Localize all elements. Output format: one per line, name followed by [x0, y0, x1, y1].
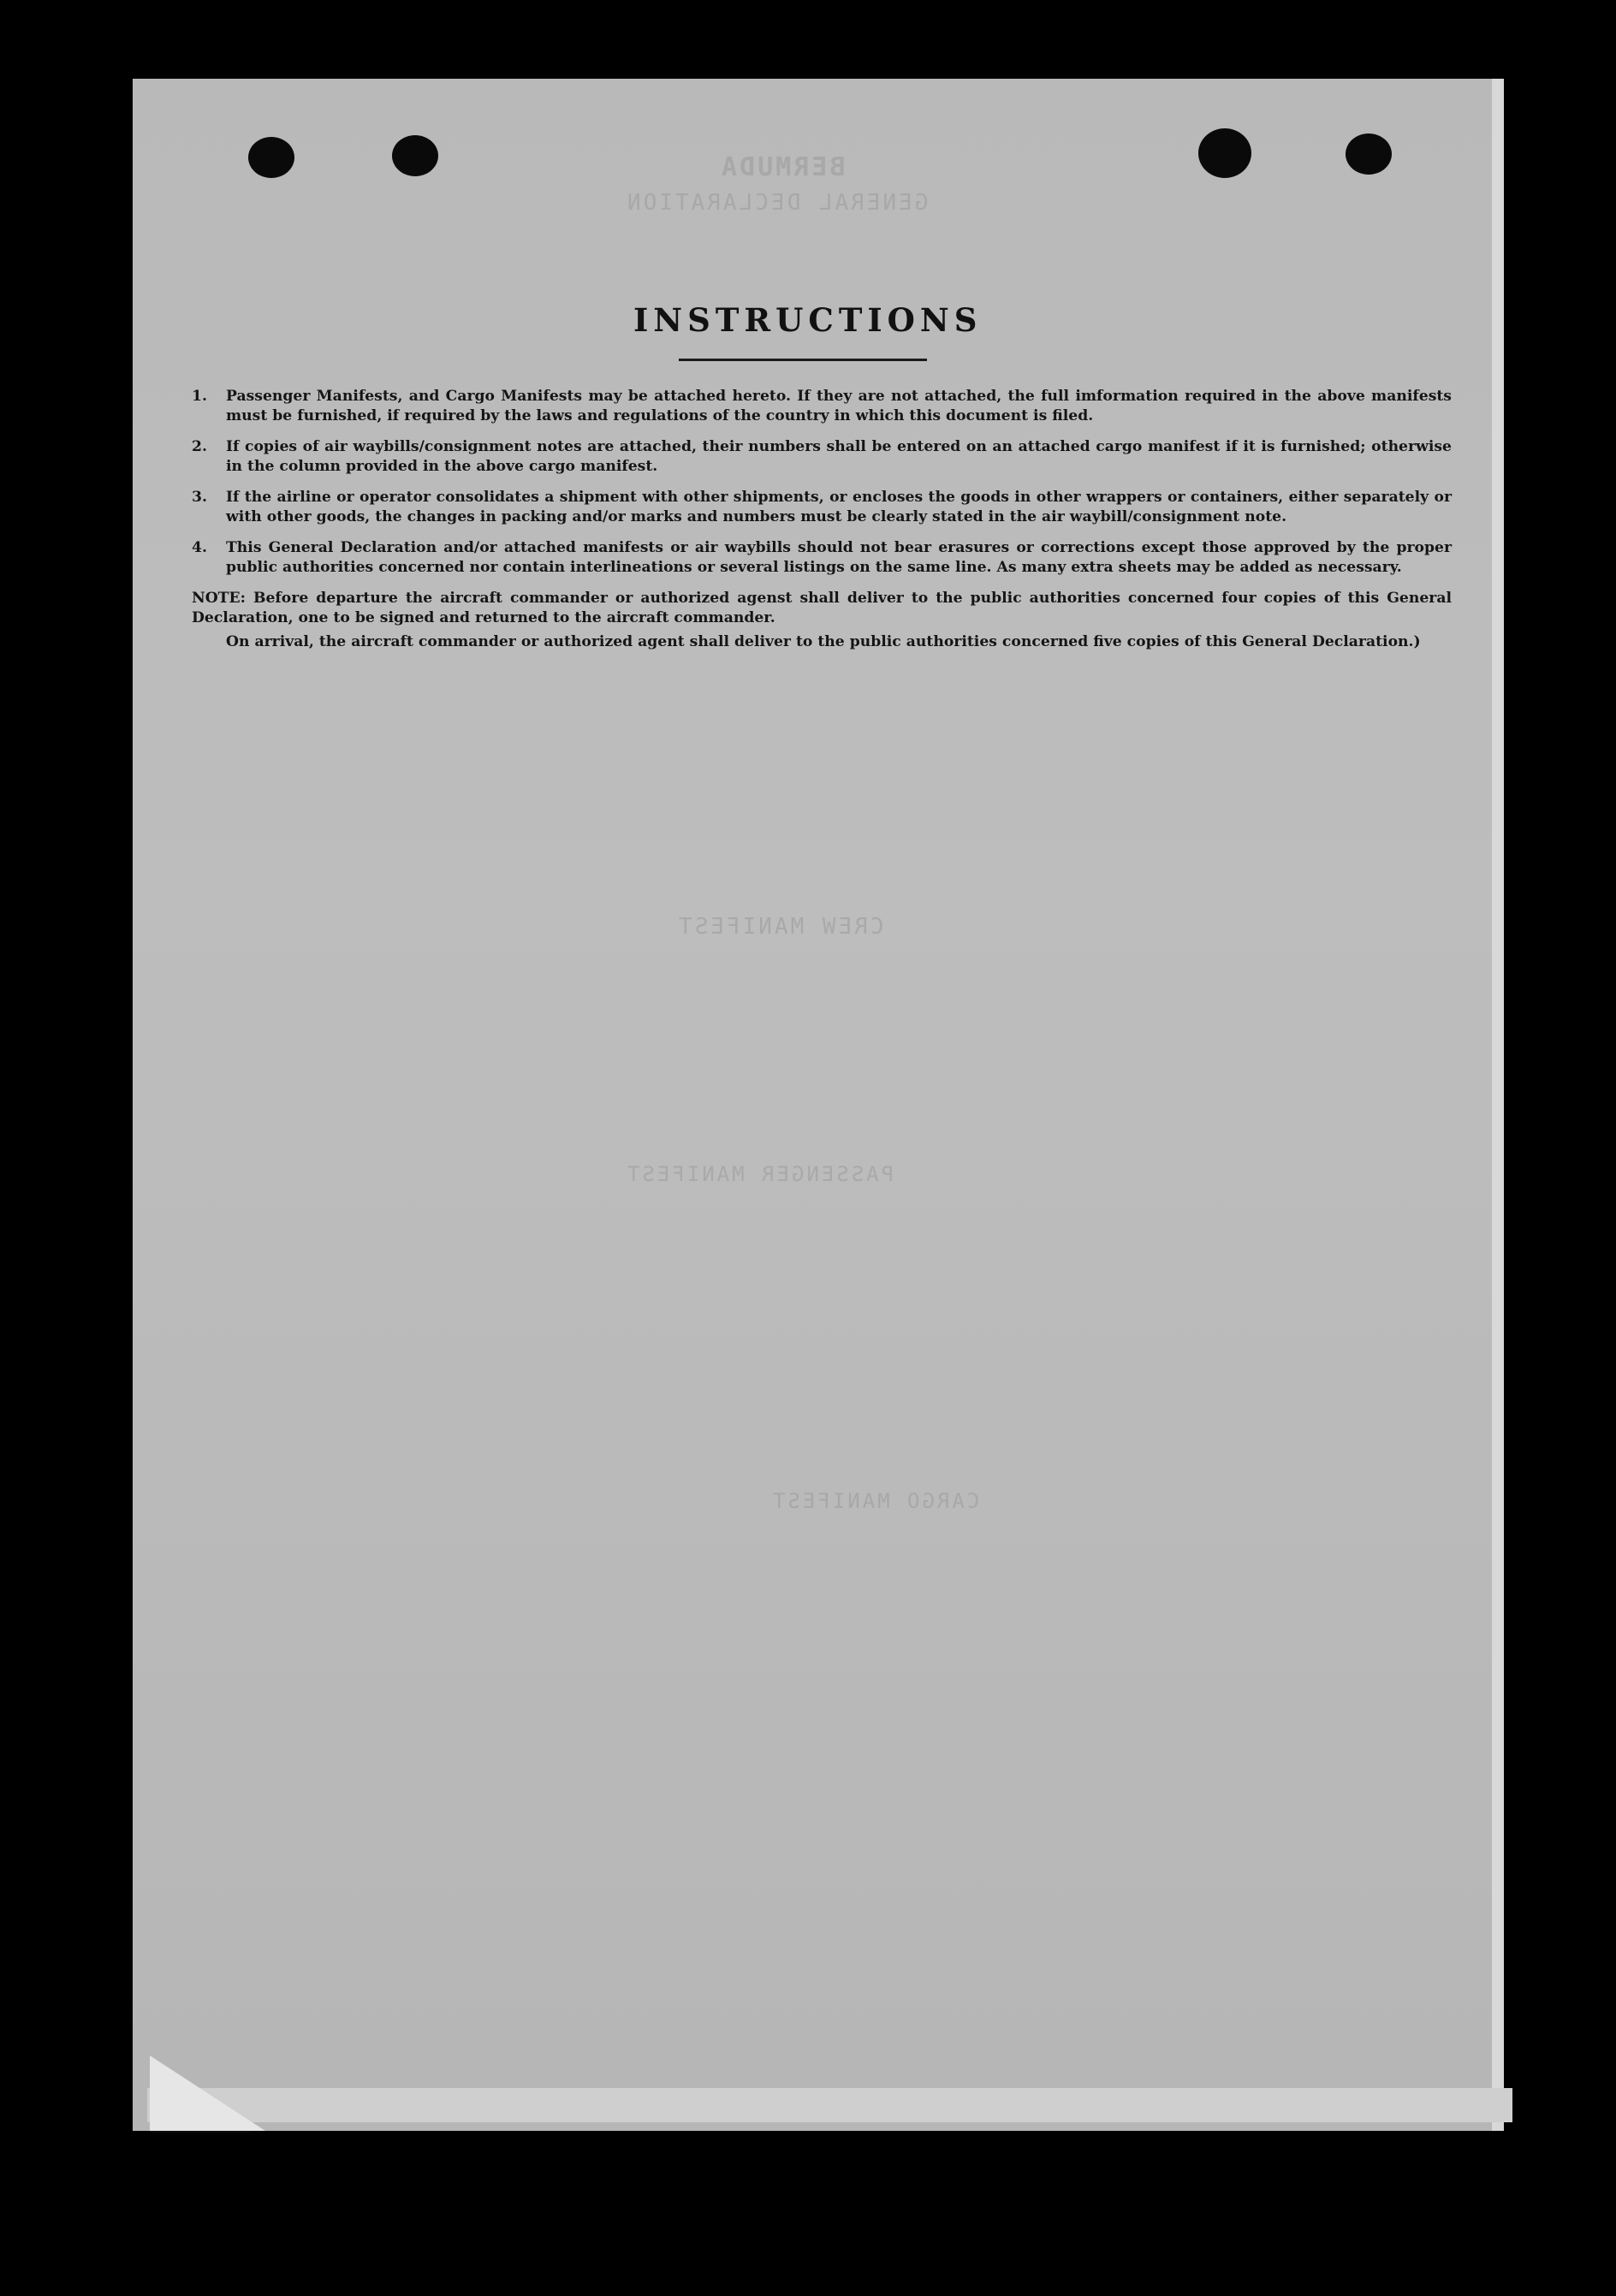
punch-hole-left-2 — [392, 135, 438, 176]
bleed-through-cargo: CARGO MANIFEST — [770, 1489, 980, 1513]
page-bottom-edge — [147, 2088, 1512, 2122]
punch-hole-right-1 — [1198, 128, 1251, 178]
punch-hole-right-2 — [1346, 133, 1392, 175]
note-block — [192, 589, 1452, 652]
title-underline — [679, 359, 927, 361]
instruction-number: 3. — [192, 489, 207, 506]
instruction-text: This General Declaration and/or attached manifests or air waybills should not bear erasures or corrections except those approved by the proper public authorities concerned nor contain interlineations or several listings on the same line. As many extra sheets may be added as necessary. — [226, 539, 1452, 576]
note-label: NOTE: — [192, 590, 246, 607]
instruction-text: If copies of air waybills/consignment notes are attached, their numbers shall be entered on an attached cargo manifest if it is furnished; otherwise in the column provided in the above cargo manifest. — [226, 438, 1452, 475]
bleed-through-header-sub: GENERAL DECLARATION — [625, 190, 929, 216]
instruction-item — [192, 387, 1452, 425]
instruction-number: 2. — [192, 438, 207, 455]
punch-hole-left-1 — [248, 137, 294, 178]
instruction-number: 4. — [192, 539, 207, 556]
instruction-item — [192, 488, 1452, 526]
instruction-text: If the airline or operator consolidates a shipment with other shipments, or encloses the goods in other wrappers or containers, either separately or with other goods, the changes in packing and/or marks and numbers must be clearly stated in the air waybill/consignment note. — [226, 489, 1452, 525]
instruction-number: 1. — [192, 388, 207, 405]
bleed-through-crew: CREW MANIFEST — [676, 914, 884, 940]
note-departure-text: Before departure the aircraft commander or authorized agenst shall deliver to the public authorities concerned four copies of this General Declaration, one to be signed and returned to the aircraft commander. — [192, 590, 1453, 626]
page-title: INSTRUCTIONS — [633, 301, 983, 339]
instructions-list — [192, 387, 1452, 652]
instruction-item — [192, 437, 1452, 476]
folded-corner — [150, 2056, 265, 2131]
bleed-through-passenger: PASSENGER MANIFEST — [625, 1162, 894, 1186]
instruction-text: Passenger Manifests, and Cargo Manifests may be attached hereto. If they are not attached, the full imformation required in the above manifests must be furnished, if required by the laws and regulations of the country in which this document is filed. — [226, 388, 1452, 424]
instruction-item — [192, 538, 1452, 577]
note-arrival-text: On arrival, the aircraft commander or authorized agent shall deliver to the public authorities concerned five copies of this General Declaration.) — [226, 633, 1421, 650]
bleed-through-header-top: BERMUDA — [719, 152, 846, 182]
